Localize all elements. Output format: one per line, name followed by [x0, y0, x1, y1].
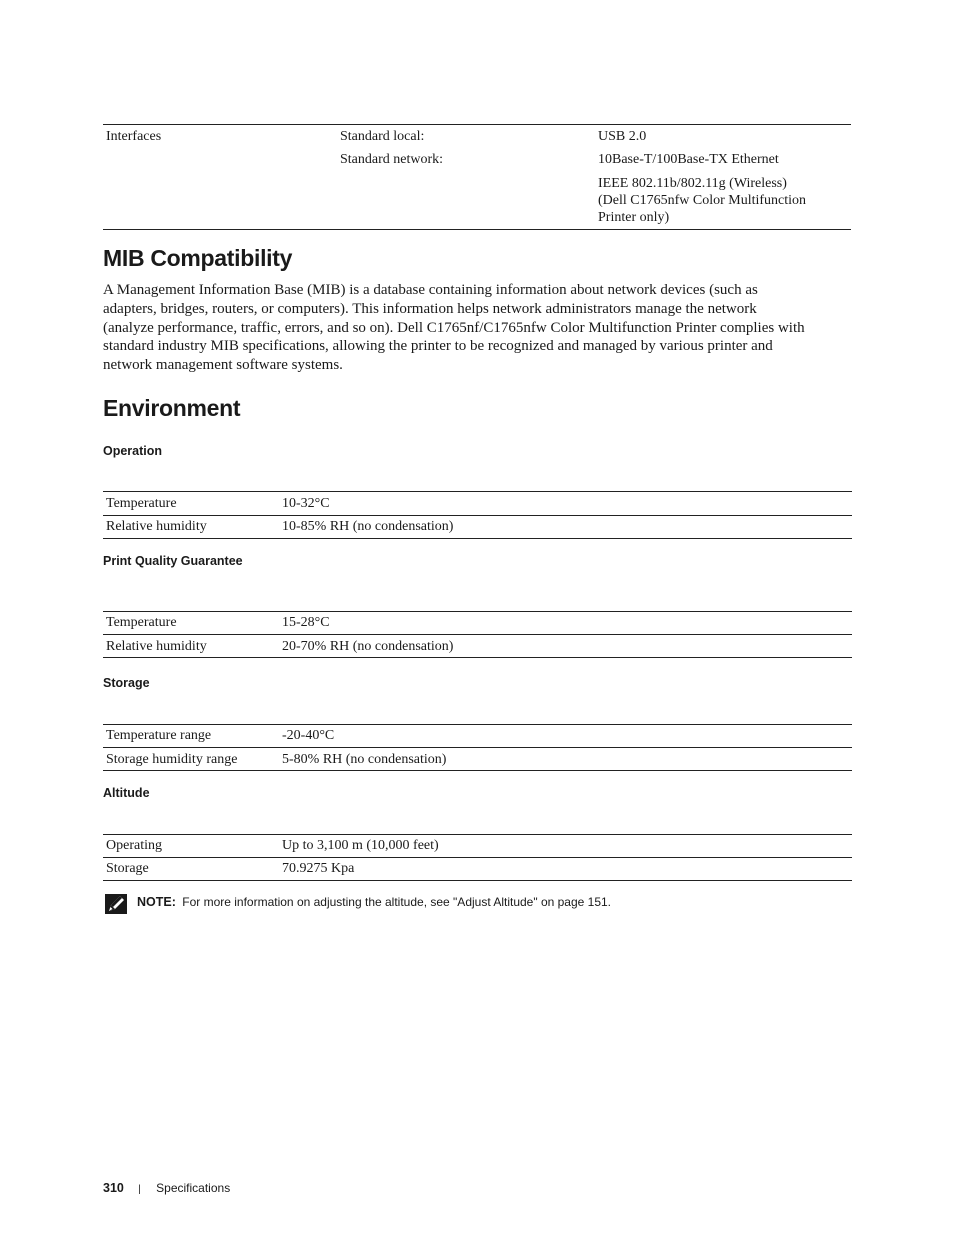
note — [137, 895, 611, 909]
operation-title: Operation — [103, 444, 163, 458]
storage-mid-rule — [103, 747, 852, 748]
storage-humidity-value: 5-80% RH (no condensation) — [282, 752, 447, 767]
print-quality-humidity-label: Relative humidity — [106, 639, 207, 654]
page-footer — [103, 1181, 230, 1195]
print-quality-humidity-value: 20-70% RH (no condensation) — [282, 639, 454, 654]
standard-local-key: Standard local: — [340, 129, 425, 144]
interfaces-table-top-rule — [103, 124, 851, 125]
wireless-value-line-3: Printer only) — [598, 210, 670, 225]
footer-separator: | — [138, 1184, 141, 1195]
print-quality-temperature-value: 15-28°C — [282, 615, 330, 630]
print-quality-mid-rule — [103, 634, 852, 635]
wireless-value-line-1: IEEE 802.11b/802.11g (Wireless) — [598, 176, 787, 191]
footer-section: Specifications — [156, 1181, 231, 1195]
print-quality-title: Print Quality Guarantee — [103, 554, 243, 568]
altitude-storage-value: 70.9275 Kpa — [282, 861, 355, 876]
storage-bottom-rule — [103, 770, 852, 771]
mib-line-2: adapters, bridges, routers, or computers). This information helps network administrators manage the network — [103, 300, 757, 317]
operation-temperature-value: 10-32°C — [282, 496, 330, 511]
standard-local-value: USB 2.0 — [598, 129, 647, 144]
interfaces-label: Interfaces — [106, 129, 162, 144]
wireless-value-line-2: (Dell C1765nfw Color Multifunction — [598, 193, 807, 208]
print-quality-temperature-label: Temperature — [106, 615, 177, 630]
altitude-bottom-rule — [103, 880, 852, 881]
altitude-operating-value: Up to 3,100 m (10,000 feet) — [282, 838, 439, 853]
storage-temperature-value: -20-40°C — [282, 728, 335, 743]
mib-heading: MIB Compatibility — [103, 245, 293, 271]
altitude-title: Altitude — [103, 786, 150, 800]
altitude-top-rule — [103, 834, 852, 835]
print-quality-top-rule — [103, 611, 852, 612]
operation-top-rule — [103, 491, 852, 492]
standard-network-key: Standard network: — [340, 152, 444, 167]
standard-network-value: 10Base-T/100Base-TX Ethernet — [598, 152, 779, 167]
operation-bottom-rule — [103, 538, 852, 539]
storage-temperature-label: Temperature range — [106, 728, 212, 743]
environment-heading: Environment — [103, 395, 241, 421]
mib-line-3: (analyze performance, traffic, errors, and so on). Dell C1765nf/C1765nfw Color Multifunction Printer complies with — [103, 319, 805, 336]
altitude-operating-label: Operating — [106, 838, 162, 853]
note-label: NOTE: — [137, 895, 176, 909]
note-pencil-icon — [105, 894, 127, 914]
operation-humidity-label: Relative humidity — [106, 519, 207, 534]
altitude-storage-label: Storage — [106, 861, 149, 876]
storage-title: Storage — [103, 676, 150, 690]
operation-humidity-value: 10-85% RH (no condensation) — [282, 519, 454, 534]
mib-paragraph — [103, 281, 853, 375]
interfaces-table-bottom-rule — [103, 229, 851, 230]
mib-line-1: A Management Information Base (MIB) is a database containing information about network devices (such as — [103, 282, 758, 298]
altitude-mid-rule — [103, 857, 852, 858]
operation-temperature-label: Temperature — [106, 496, 177, 511]
page-number: 310 — [103, 1181, 124, 1195]
mib-line-5: network management software systems. — [103, 357, 343, 374]
print-quality-bottom-rule — [103, 657, 852, 658]
storage-top-rule — [103, 724, 852, 725]
note-text: For more information on adjusting the altitude, see "Adjust Altitude" on page 151. — [182, 895, 612, 909]
storage-humidity-label: Storage humidity range — [106, 752, 238, 767]
operation-mid-rule — [103, 515, 852, 516]
mib-line-4: standard industry MIB specifications, allowing the printer to be recognized and managed by various printer and — [103, 338, 773, 355]
